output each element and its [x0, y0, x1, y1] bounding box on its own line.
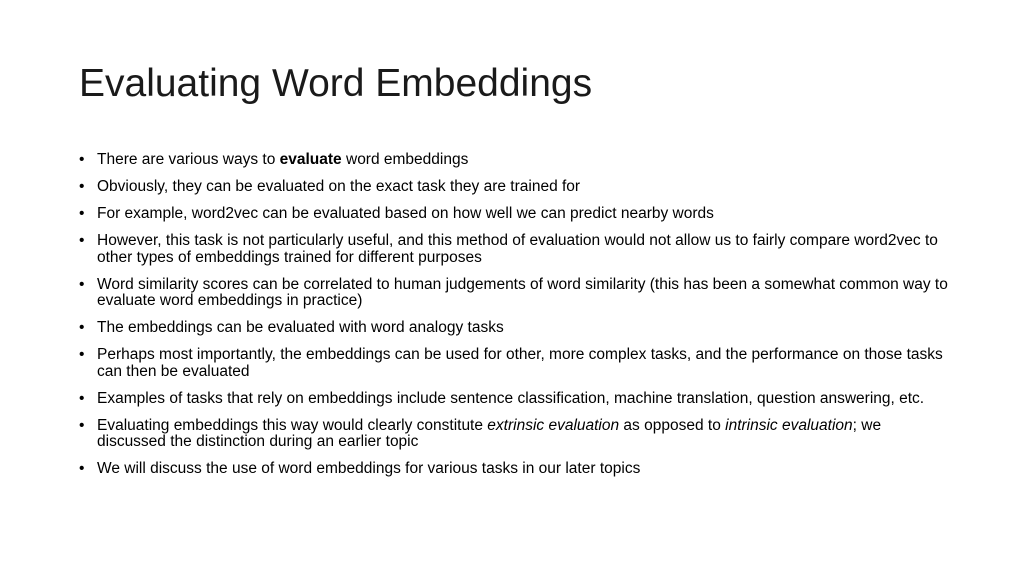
- bullet-text: There are various ways to: [97, 151, 280, 168]
- bullet-item: [79, 418, 949, 451]
- bullet-italic-text: intrinsic evaluation: [725, 416, 853, 434]
- bullet-item: [79, 233, 949, 266]
- bullet-text: For example, word2vec can be evaluated based on how well we can predict nearby words: [97, 205, 714, 222]
- bullet-item: [79, 347, 949, 380]
- bullet-item: [79, 461, 949, 478]
- bullet-dot-icon: •: [79, 151, 85, 168]
- bullet-dot-icon: •: [79, 205, 85, 222]
- bullet-dot-icon: •: [79, 275, 85, 293]
- bullet-text: Perhaps most importantly, the embeddings can be used for other, more complex tasks, and the performance on those tasks can then be evaluated: [97, 346, 943, 380]
- bullet-text: Evaluating embeddings this way would clearly constitute: [97, 416, 488, 434]
- bullet-dot-icon: •: [79, 178, 85, 195]
- bullet-text: The embeddings can be evaluated with word analogy tasks: [97, 319, 504, 336]
- bullet-text: as opposed to: [619, 416, 726, 434]
- bullet-dot-icon: •: [79, 232, 85, 249]
- bullet-item: [79, 320, 949, 337]
- bullet-text: word embeddings: [341, 151, 469, 168]
- bullet-item: [79, 179, 949, 196]
- bullet-list: [79, 152, 949, 488]
- bullet-bold-text: evaluate: [279, 151, 342, 168]
- bullet-item: [79, 277, 949, 310]
- bullet-text: Examples of tasks that rely on embeddings include sentence classification, machine translation, question answering, etc.: [97, 389, 925, 407]
- slide-title: Evaluating Word Embeddings: [79, 62, 593, 105]
- bullet-text: However, this task is not particularly useful, and this method of evaluation would not allow us to fairly compare word2vec to other types of embeddings trained for different purposes: [97, 232, 938, 266]
- bullet-text: Obviously, they can be evaluated on the exact task they are trained for: [97, 178, 581, 195]
- bullet-text: We will discuss the use of word embeddings for various tasks in our later topics: [97, 460, 641, 477]
- bullet-text: ; we discussed the distinction during an earlier topic: [97, 416, 882, 450]
- bullet-dot-icon: •: [79, 319, 85, 336]
- bullet-dot-icon: •: [79, 346, 85, 363]
- bullet-dot-icon: •: [79, 460, 85, 477]
- bullet-item: [79, 391, 949, 408]
- bullet-item: [79, 152, 949, 169]
- bullet-text: Word similarity scores can be correlated to human judgements of word similarity (this has been a somewhat common way to evaluate word embeddings in practice): [97, 275, 948, 309]
- bullet-item: [79, 206, 949, 223]
- bullet-italic-text: extrinsic evaluation: [487, 416, 620, 434]
- bullet-dot-icon: •: [79, 389, 85, 407]
- bullet-dot-icon: •: [79, 416, 85, 434]
